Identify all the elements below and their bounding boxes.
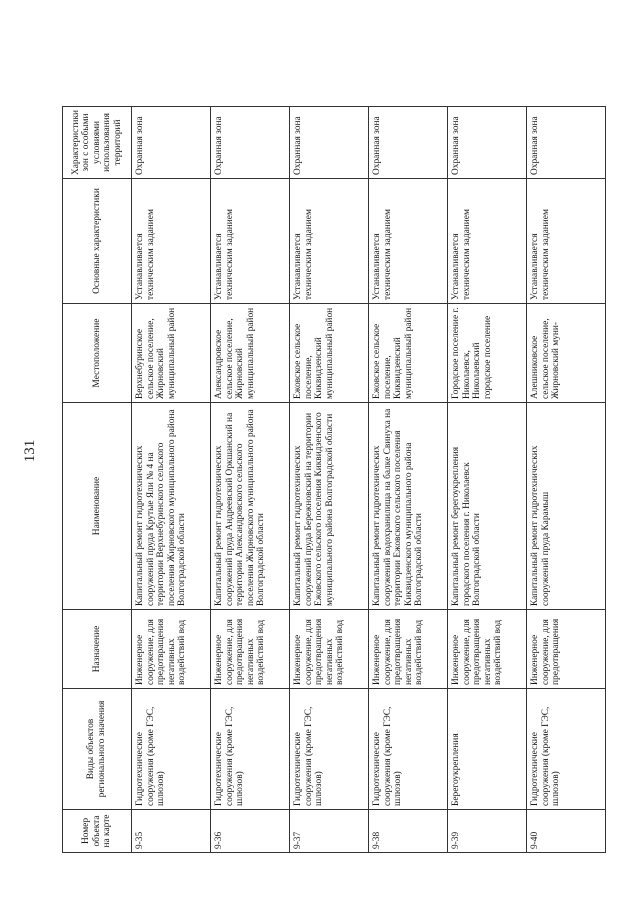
cell-purpose: Инженерное сооружение, для предотвращения <box>527 610 606 689</box>
cell-kind: Гидротехнические сооружения (кроме ГЭС, шлюзов) <box>132 689 211 810</box>
cell-kind: Гидротехнические сооружения (кроме ГЭС, шлюзов) <box>211 689 290 810</box>
cell-location: Алешниковское сельское поселение, Жирновский муни- <box>527 304 606 403</box>
table-row <box>448 106 527 852</box>
cell-zone: Охранная зона <box>369 106 448 178</box>
table-row <box>132 106 211 852</box>
header-zone-characteristics: Характеристики зон с особыми условиями использования территорий <box>63 106 132 178</box>
cell-name: Капитальный ремонт гидротехнических сооружений пруда Андреевский Оркшанский на территории Александровского сельского поселения Жирновского муниципального района Волгоградской области <box>211 403 290 610</box>
cell-characteristics: Устанавливается техническим заданием <box>527 179 606 304</box>
cell-number: 9-38 <box>369 810 448 853</box>
table-row <box>369 106 448 852</box>
cell-kind: Гидротехнические сооружения (кроме ГЭС, шлюзов) <box>290 689 369 810</box>
cell-name: Капитальный ремонт гидротехнических сооружений пруда Бережновский на территории Ежовского сельского поселения Киквидзенского муниципального района Волгоградской области <box>290 403 369 610</box>
cell-number: 9-35 <box>132 810 211 853</box>
page-number: 131 <box>22 439 38 463</box>
cell-characteristics: Устанавливается техническим заданием <box>369 179 448 304</box>
cell-location: Ежовское сельское поселение, Киквидзенский муниципальный район <box>369 304 448 403</box>
cell-kind: Гидротехнические сооружения (кроме ГЭС, шлюзов) <box>527 689 606 810</box>
cell-name: Капитальный ремонт берегоукрепления городского поселения г. Николаевск Волгоградской области <box>448 403 527 610</box>
cell-purpose: Инженерное сооружение, для предотвращения негативных воздействий вод <box>290 610 369 689</box>
cell-characteristics: Устанавливается техническим заданием <box>132 179 211 304</box>
cell-number: 9-36 <box>211 810 290 853</box>
cell-kind: Берегоукрепления <box>448 689 527 810</box>
table-row <box>527 106 606 852</box>
cell-zone: Охранная зона <box>448 106 527 178</box>
cell-zone: Охранная зона <box>527 106 606 178</box>
header-object-kind: Виды объектов регионального значения <box>63 689 132 810</box>
cell-name: Капитальный ремонт гидротехнических сооружений пруда Карамыш <box>527 403 606 610</box>
cell-zone: Охранная зона <box>211 106 290 178</box>
cell-purpose: Инженерное сооружение, для предотвращения негативных воздействий вод <box>211 610 290 689</box>
cell-purpose: Инженерное сооружение, для предотвращения негативных воздействий вод <box>132 610 211 689</box>
cell-location: Ежовское сельское поселение, Киквидзенский муниципальный район <box>290 304 369 403</box>
cell-number: 9-40 <box>527 810 606 853</box>
header-object-number: Номер объекта на карте <box>63 810 132 853</box>
cell-name: Капитальный ремонт гидротехнических сооружений пруда Крутые Яли № 4 на территории Верхнебуринского сельского поселения Жирновского муниципального района Волгоградской области <box>132 403 211 610</box>
cell-number: 9-37 <box>290 810 369 853</box>
header-characteristics: Основные характеристики <box>63 179 132 304</box>
cell-zone: Охранная зона <box>290 106 369 178</box>
table-row <box>290 106 369 852</box>
header-name: Наименование <box>63 403 132 610</box>
cell-location: Городское поселение г. Николаевск, Николаевский городское поселение <box>448 304 527 403</box>
cell-number: 9-39 <box>448 810 527 853</box>
cell-characteristics: Устанавливается техническим заданием <box>211 179 290 304</box>
cell-characteristics: Устанавливается техническим заданием <box>290 179 369 304</box>
cell-zone: Охранная зона <box>132 106 211 178</box>
objects-table <box>62 106 606 853</box>
table-header-row <box>63 106 132 852</box>
cell-location: Верхнебуринское сельское поселение, Жирновский муниципальный район <box>132 304 211 403</box>
cell-purpose: Инженерное сооружение, для предотвращения негативных воздействий вод <box>448 610 527 689</box>
table-row <box>211 106 290 852</box>
header-purpose: Назначение <box>63 610 132 689</box>
cell-characteristics: Устанавливается техническим заданием <box>448 179 527 304</box>
header-location: Местоположение <box>63 304 132 403</box>
cell-location: Александровское сельское поселение, Жирновский муниципальный район <box>211 304 290 403</box>
cell-name: Капитальный ремонт гидротехнических сооружений водохранилища на балке Свинуха на территории Ежовского сельского поселения Киквидзенского муниципального района Волгоградской области <box>369 403 448 610</box>
cell-purpose: Инженерное сооружение, для предотвращения негативных воздействий вод <box>369 610 448 689</box>
cell-kind: Гидротехнические сооружения (кроме ГЭС, шлюзов) <box>369 689 448 810</box>
